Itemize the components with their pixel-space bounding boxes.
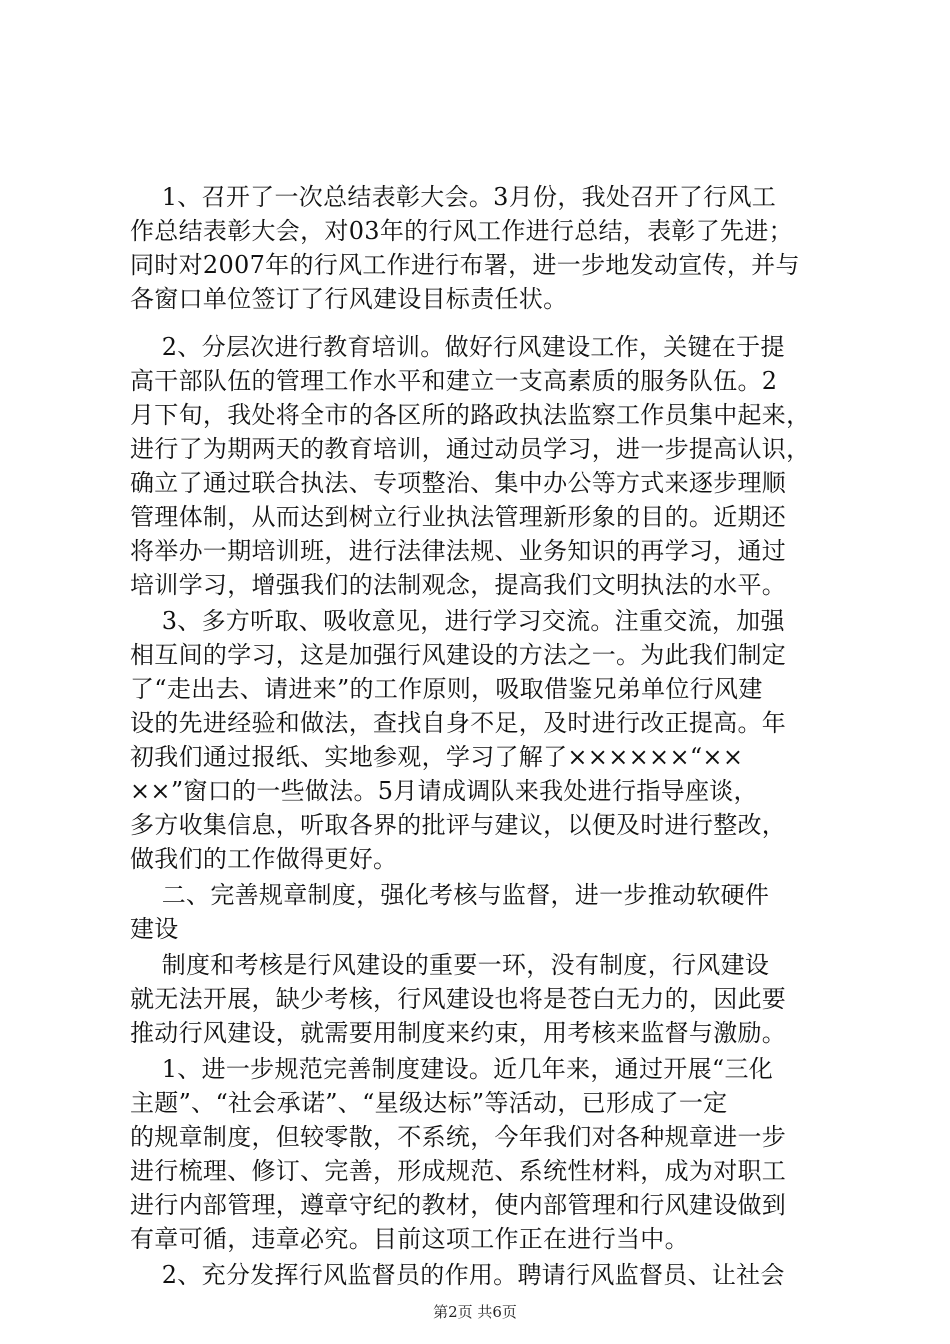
text-line: 培训学习，增强我们的法制观念，提高我们文明执法的水平。 (130, 571, 787, 599)
text-line: ××”窗口的一些做法。5月请成调队来我处进行指导座谈， (130, 777, 758, 805)
page-footer: 第2页 共6页 (433, 1303, 517, 1321)
text-line: 有章可循，违章必究。目前这项工作正在进行当中。 (130, 1225, 689, 1253)
text-line: 2、分层次进行教育培训。做好行风建设工作，关键在于提 (130, 333, 785, 361)
text-line: 进行了为期两天的教育培训，通过动员学习，进一步提高认识， (130, 435, 811, 463)
text-line: 3、多方听取、吸收意见，进行学习交流。注重交流，加强 (130, 607, 785, 635)
text-line: 将举办一期培训班，进行法律法规、业务知识的再学习，通过 (130, 537, 787, 565)
text-line: 各窗口单位签订了行风建设目标责任状。 (130, 285, 568, 313)
text-line: 了“走出去、请进来”的工作原则，吸取借鉴兄弟单位行风建 (130, 675, 763, 703)
text-line: 进行内部管理，遵章守纪的教材，使内部管理和行风建设做到 (130, 1191, 787, 1219)
text-line: 确立了通过联合执法、专项整治、集中办公等方式来逐步理顺 (130, 469, 787, 497)
text-line: 推动行风建设，就需要用制度来约束，用考核来监督与激励。 (130, 1019, 787, 1047)
section-heading: 二、完善规章制度，强化考核与监督，进一步推动软硬件 (130, 881, 770, 909)
text-line: 2、充分发挥行风监督员的作用。聘请行风监督员、让社会 (130, 1261, 785, 1289)
text-line: 设的先进经验和做法，查找自身不足，及时进行改正提高。年 (130, 709, 787, 737)
text-line: 1、召开了一次总结表彰大会。3月份，我处召开了行风工 (130, 183, 777, 211)
text-line: 管理体制，从而达到树立行业执法管理新形象的目的。近期还 (130, 503, 787, 531)
text-line: 的规章制度，但较零散，不系统，今年我们对各种规章进一步 (130, 1123, 787, 1151)
text-line: 初我们通过报纸、实地参观，学习了解了××××××“×× (130, 743, 744, 771)
text-line: 同时对2007年的行风工作进行布署，进一步地发动宣传，并与 (130, 251, 800, 279)
text-line: 主题”、“社会承诺”、“星级达标”等活动，已形成了一定 (130, 1089, 728, 1117)
text-line: 就无法开展，缺少考核，行风建设也将是苍白无力的，因此要 (130, 985, 787, 1013)
text-line: 作总结表彰大会，对03年的行风工作进行总结，表彰了先进； (130, 217, 793, 245)
text-line: 相互间的学习，这是加强行风建设的方法之一。为此我们制定 (130, 641, 787, 669)
text-line: 做我们的工作做得更好。 (130, 845, 398, 873)
text-line: 高干部队伍的管理工作水平和建立一支高素质的服务队伍。2 (130, 367, 778, 395)
text-line: 月下旬，我处将全市的各区所的路政执法监察工作员集中起来， (130, 401, 811, 429)
text-line: 多方收集信息，听取各界的批评与建议，以便及时进行整改， (130, 811, 787, 839)
text-line: 1、进一步规范完善制度建设。近几年来，通过开展“三化 (130, 1055, 774, 1083)
text-line: 制度和考核是行风建设的重要一环，没有制度，行风建设 (130, 951, 770, 979)
text-line: 进行梳理、修订、完善，形成规范、系统性材料，成为对职工 (130, 1157, 787, 1185)
section-heading: 建设 (130, 915, 179, 943)
